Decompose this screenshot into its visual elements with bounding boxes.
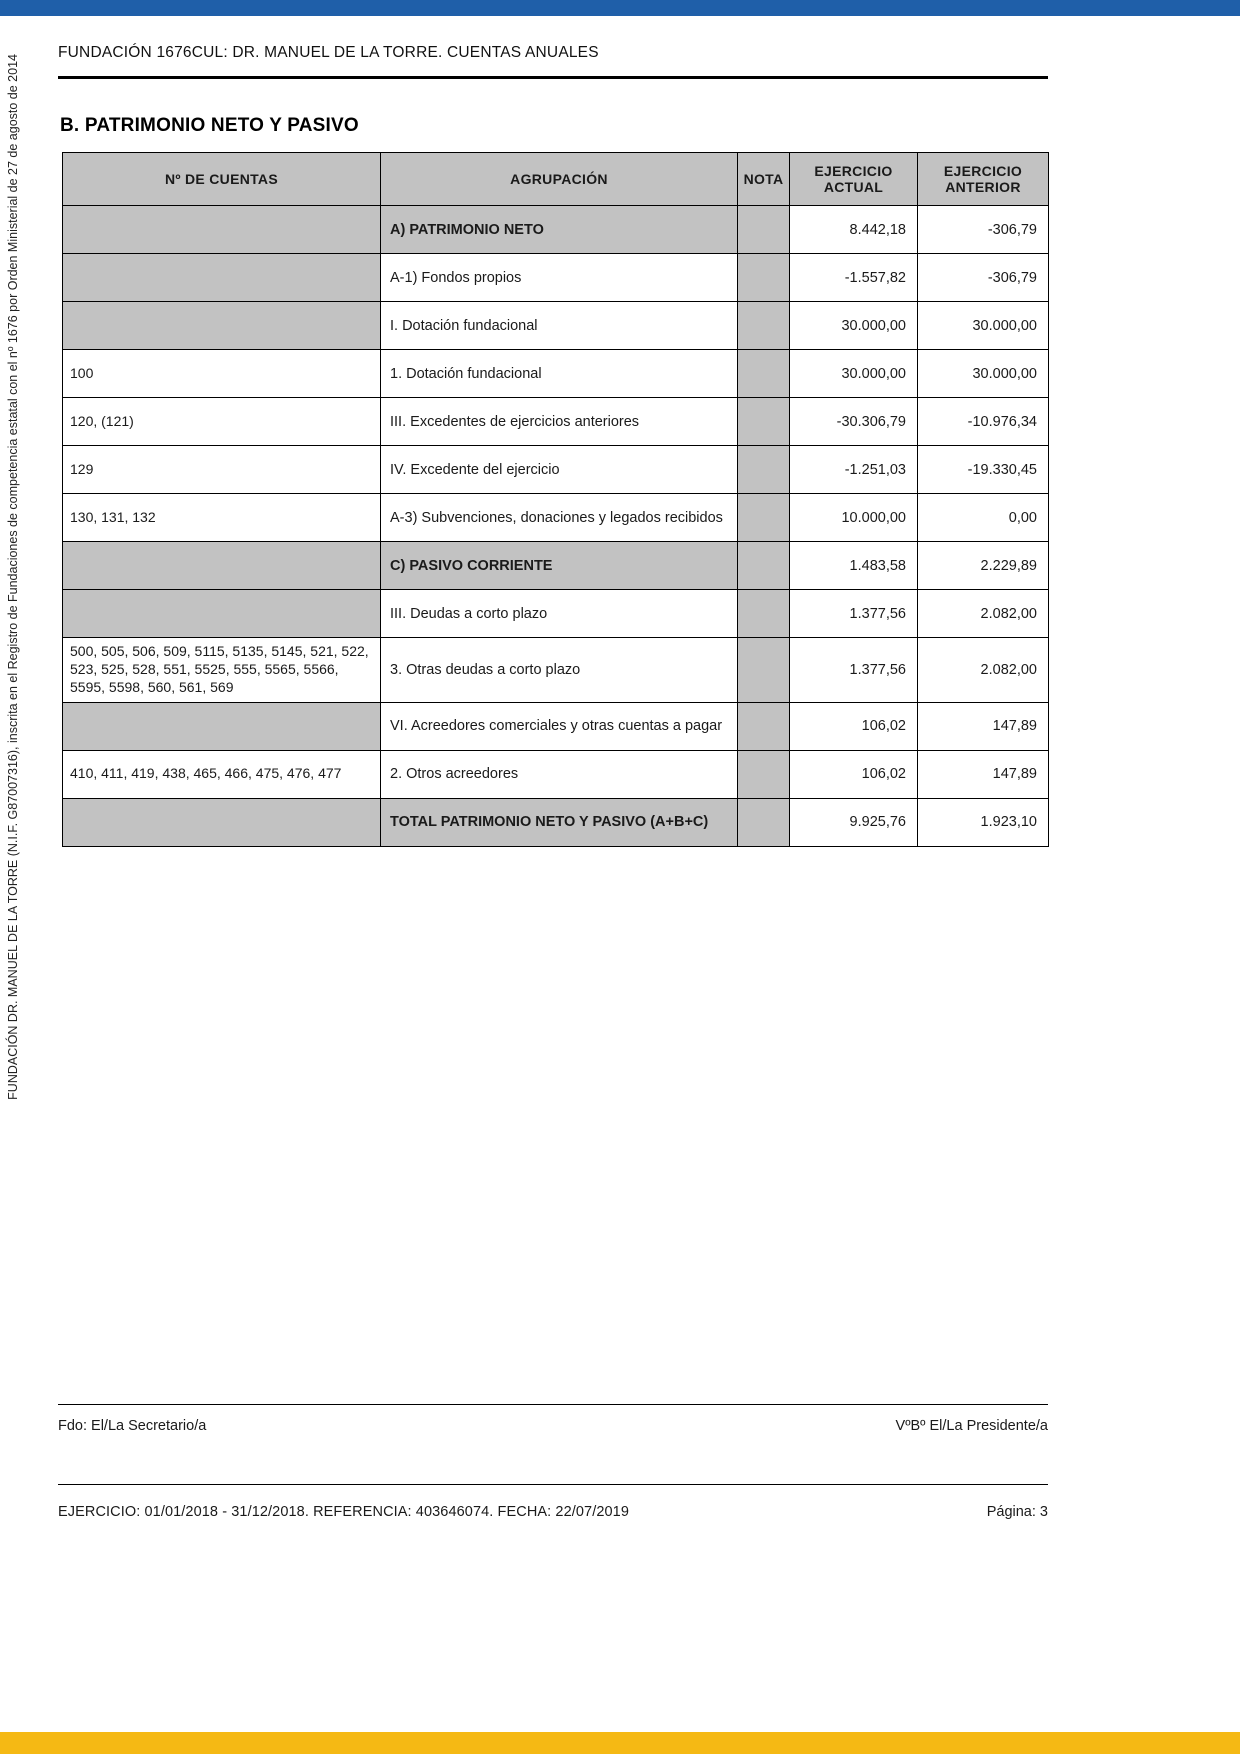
cell-cuentas: 500, 505, 506, 509, 5115, 5135, 5145, 521, 522, 523, 525, 528, 551, 5525, 555, 5565, 5566, 5595, 5598, 560, 561, 569	[63, 638, 381, 703]
cell-nota	[738, 542, 790, 590]
cell-ejercicio-actual: 8.442,18	[790, 206, 918, 254]
cell-ejercicio-anterior: 0,00	[918, 494, 1049, 542]
table-header-row	[63, 153, 1049, 206]
cell-ejercicio-anterior: -306,79	[918, 206, 1049, 254]
table-row	[63, 350, 1049, 398]
cell-cuentas: 130, 131, 132	[63, 494, 381, 542]
cell-nota	[738, 702, 790, 750]
cell-cuentas: 100	[63, 350, 381, 398]
cell-agrupacion: I. Dotación fundacional	[381, 302, 738, 350]
table-row	[63, 750, 1049, 798]
cell-ejercicio-actual: 30.000,00	[790, 350, 918, 398]
cell-ejercicio-actual: 10.000,00	[790, 494, 918, 542]
cell-agrupacion: A-1) Fondos propios	[381, 254, 738, 302]
table-row	[63, 590, 1049, 638]
cell-ejercicio-anterior: 30.000,00	[918, 350, 1049, 398]
document-header	[58, 44, 1048, 79]
vertical-legal-notice	[0, 0, 60, 1400]
cell-nota	[738, 494, 790, 542]
patrimonio-neto-pasivo-table	[62, 152, 1049, 847]
cell-ejercicio-anterior: 30.000,00	[918, 302, 1049, 350]
cell-ejercicio-anterior: 147,89	[918, 750, 1049, 798]
cell-agrupacion: A) PATRIMONIO NETO	[381, 206, 738, 254]
column-header-ejercicio-actual-line1: EJERCICIO	[814, 162, 893, 179]
cell-agrupacion: 3. Otras deudas a corto plazo	[381, 638, 738, 703]
cell-cuentas: 129	[63, 446, 381, 494]
cell-cuentas: 410, 411, 419, 438, 465, 466, 475, 476, 477	[63, 750, 381, 798]
column-header-cuentas: Nº DE CUENTAS	[63, 153, 381, 206]
column-header-ejercicio-actual-line2: ACTUAL	[823, 179, 884, 195]
header-divider	[58, 76, 1048, 79]
document-header-title: FUNDACIÓN 1676CUL: DR. MANUEL DE LA TORRE. CUENTAS ANUALES	[58, 44, 599, 61]
cell-ejercicio-anterior: -10.976,34	[918, 398, 1049, 446]
column-header-nota: NOTA	[738, 153, 790, 206]
cell-nota	[738, 206, 790, 254]
signature-secretary: Fdo: El/La Secretario/a	[58, 1418, 207, 1434]
cell-agrupacion: III. Excedentes de ejercicios anteriores	[381, 398, 738, 446]
cell-ejercicio-anterior: 2.229,89	[918, 542, 1049, 590]
cell-ejercicio-anterior: 147,89	[918, 702, 1049, 750]
cell-agrupacion: 1. Dotación fundacional	[381, 350, 738, 398]
cell-cuentas	[63, 302, 381, 350]
cell-agrupacion: 2. Otros acreedores	[381, 750, 738, 798]
cell-cuentas	[63, 590, 381, 638]
footer-page-number: Página: 3	[986, 1504, 1048, 1520]
cell-ejercicio-actual: 106,02	[790, 750, 918, 798]
cell-agrupacion: VI. Acreedores comerciales y otras cuentas a pagar	[381, 702, 738, 750]
cell-agrupacion: C) PASIVO CORRIENTE	[381, 542, 738, 590]
table-row	[63, 494, 1049, 542]
cell-nota	[738, 446, 790, 494]
cell-cuentas	[63, 206, 381, 254]
table-row	[63, 302, 1049, 350]
column-header-ejercicio-actual	[790, 153, 918, 206]
vertical-legal-notice-text: FUNDACIÓN DR. MANUEL DE LA TORRE (N.I.F. G87007316), inscrita en el Registro de Fundaciones de competencia estatal con el nº 1676 por Orden Ministerial de 27 de agosto de 2014	[6, 54, 20, 1100]
column-header-ejercicio-anterior-line2: ANTERIOR	[945, 179, 1021, 195]
cell-ejercicio-actual: 9.925,76	[790, 798, 918, 846]
cell-ejercicio-actual: 106,02	[790, 702, 918, 750]
cell-ejercicio-anterior: -19.330,45	[918, 446, 1049, 494]
cell-nota	[738, 638, 790, 703]
cell-agrupacion: A-3) Subvenciones, donaciones y legados recibidos	[381, 494, 738, 542]
cell-nota	[738, 590, 790, 638]
table-row	[63, 398, 1049, 446]
cell-cuentas	[63, 798, 381, 846]
cell-nota	[738, 350, 790, 398]
cell-nota	[738, 798, 790, 846]
cell-cuentas	[63, 702, 381, 750]
cell-ejercicio-anterior: 2.082,00	[918, 590, 1049, 638]
cell-ejercicio-anterior: -306,79	[918, 254, 1049, 302]
table-row	[63, 254, 1049, 302]
cell-ejercicio-anterior: 1.923,10	[918, 798, 1049, 846]
cell-ejercicio-actual: 1.483,58	[790, 542, 918, 590]
cell-agrupacion: TOTAL PATRIMONIO NETO Y PASIVO (A+B+C)	[381, 798, 738, 846]
cell-ejercicio-actual: -30.306,79	[790, 398, 918, 446]
cell-ejercicio-actual: 30.000,00	[790, 302, 918, 350]
cell-cuentas: 120, (121)	[63, 398, 381, 446]
signature-divider	[58, 1404, 1048, 1405]
cell-ejercicio-actual: 1.377,56	[790, 638, 918, 703]
page-bottom-accent-bar	[0, 1732, 1240, 1754]
cell-ejercicio-actual: -1.557,82	[790, 254, 918, 302]
table-row	[63, 206, 1049, 254]
column-header-ejercicio-anterior-line1: EJERCICIO	[943, 162, 1023, 179]
page-title: B. PATRIMONIO NETO Y PASIVO	[60, 115, 359, 136]
column-header-agrupacion: AGRUPACIÓN	[381, 153, 738, 206]
footer-exercise-info: EJERCICIO: 01/01/2018 - 31/12/2018. REFERENCIA: 403646074. FECHA: 22/07/2019	[58, 1504, 630, 1520]
cell-nota	[738, 254, 790, 302]
cell-nota	[738, 302, 790, 350]
table-row	[63, 446, 1049, 494]
table-row	[63, 798, 1049, 846]
cell-nota	[738, 750, 790, 798]
table-row	[63, 542, 1049, 590]
page-top-accent-bar	[0, 0, 1240, 16]
cell-nota	[738, 398, 790, 446]
signature-president: VºBº El/La Presidente/a	[895, 1418, 1048, 1434]
cell-agrupacion: III. Deudas a corto plazo	[381, 590, 738, 638]
cell-agrupacion: IV. Excedente del ejercicio	[381, 446, 738, 494]
table-row	[63, 702, 1049, 750]
table-body	[63, 206, 1049, 847]
cell-ejercicio-actual: -1.251,03	[790, 446, 918, 494]
cell-ejercicio-actual: 1.377,56	[790, 590, 918, 638]
cell-ejercicio-anterior: 2.082,00	[918, 638, 1049, 703]
column-header-ejercicio-anterior	[918, 153, 1049, 206]
table-row	[63, 638, 1049, 703]
cell-cuentas	[63, 254, 381, 302]
footer-divider	[58, 1484, 1048, 1485]
cell-cuentas	[63, 542, 381, 590]
